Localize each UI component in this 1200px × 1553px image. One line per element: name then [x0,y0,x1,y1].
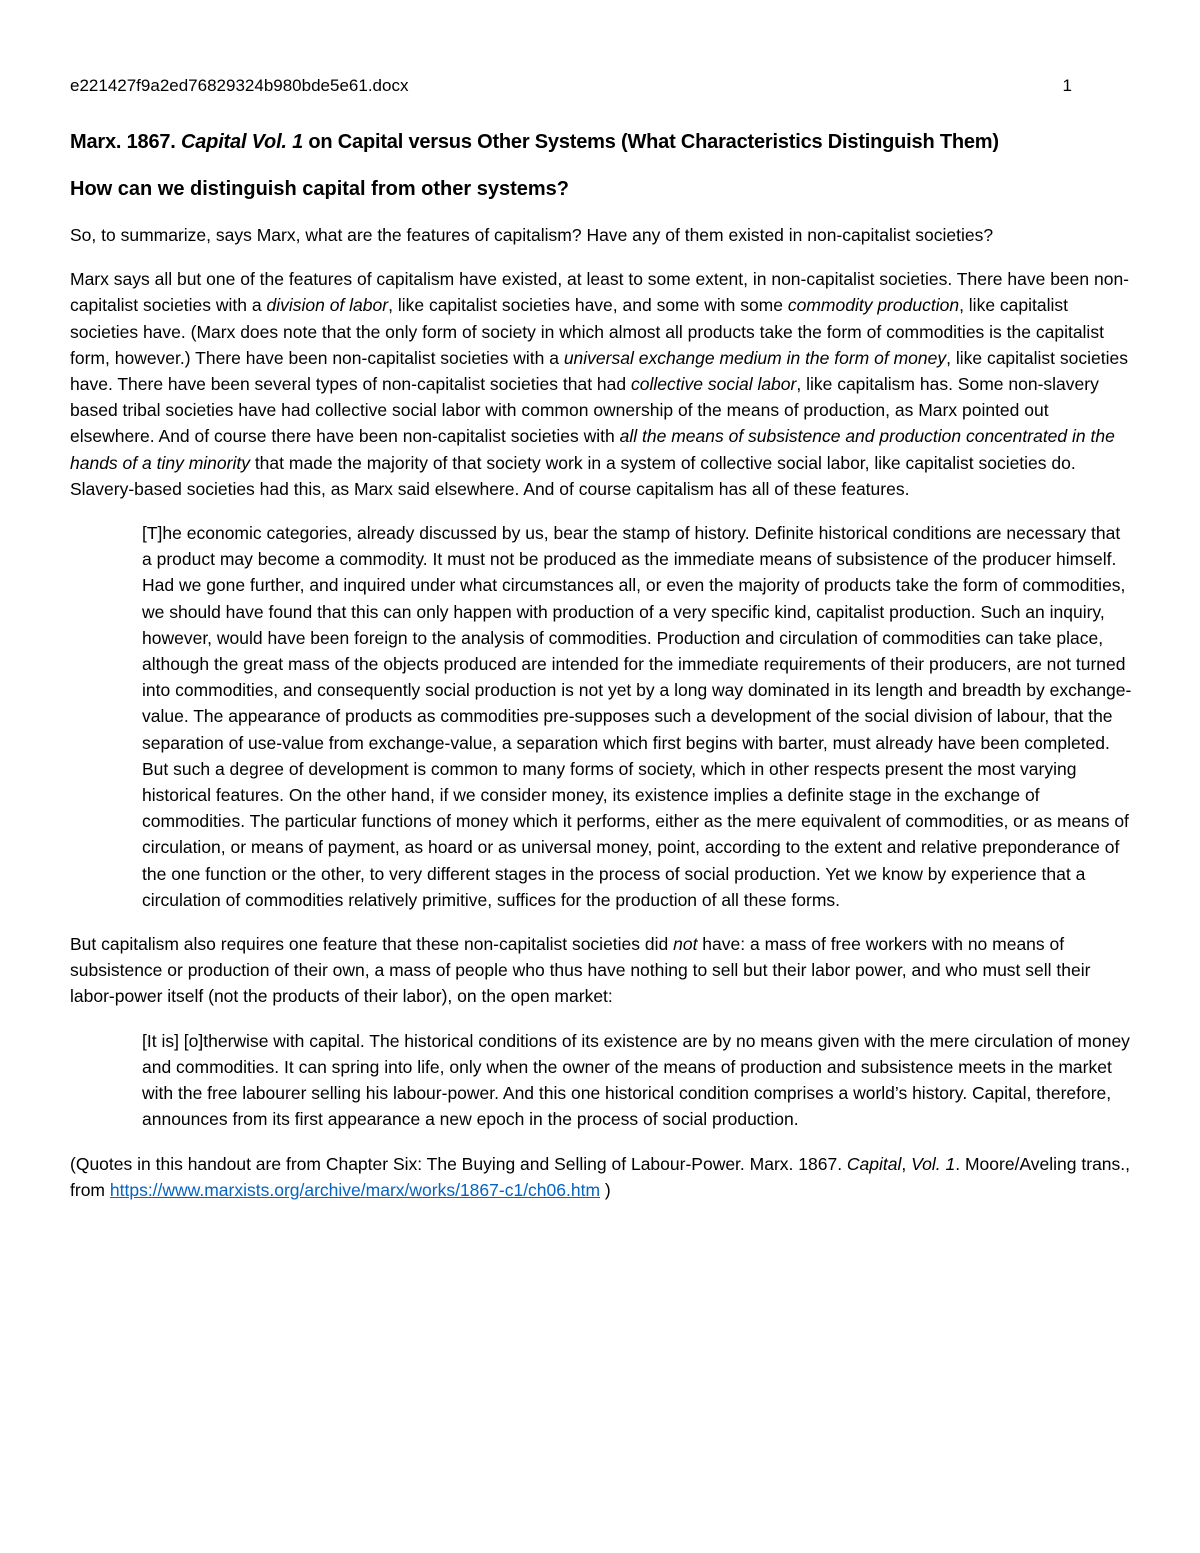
page-header [70,76,1072,96]
block-quote-2: [It is] [o]therwise with capital. The historical conditions of its existence are by no means given with the mere circulation of money and commodities. It can spring into life, only when the owner of the means of production and subsistence meets in the market with the free labourer selling his labour-power. And this one historical condition comprises a world’s history. Capital, therefore, announces from its first appearance a new epoch in the process of social production. [142,1030,1130,1130]
citation-paragraph [70,1151,1132,1203]
citation-emphasis-2: Vol. 1 [911,1153,956,1174]
features-paragraph [70,266,1132,502]
page-number: 1 [1062,76,1072,95]
para3-text-2: have: a mass of free workers with no means of subsistence or production of their own, a mass of people who thus have nothing to sell but their labor power, and who must sell their labor-power itself (not the products of their labor), on the open market: [70,934,1091,1007]
para2-emphasis-3: universal exchange medium in the form of money [563,347,947,368]
citation-text-3: . Moore/Aveling trans., from [70,1153,1131,1200]
citation-text-2: , [901,1153,912,1174]
source-link[interactable]: https://www.marxists.org/archive/marx/works/1867-c1/ch06.htm [109,1179,601,1200]
citation-text-4: ) [600,1179,611,1200]
header-filename: e221427f9a2ed76829324b980bde5e61.docx [70,76,409,95]
citation-emphasis-1: Capital [846,1153,902,1174]
para3-text-1: But capitalism also requires one feature that these non-capitalist societies did [70,934,674,955]
document-title [70,128,1132,156]
para3-emphasis-1: not [673,934,698,955]
citation-text-1: (Quotes in this handout are from Chapter Six: The Buying and Selling of Labour-Power. Marx. 1867. [70,1153,847,1174]
document-body [70,128,1132,1221]
para2-text-6: that made the majority of that society work in a system of collective social labor, like capitalist societies do. Slavery-based societies had this, as Marx said elsewhere. And of course capitalism has all of these features. [70,452,1076,499]
para2-emphasis-2: commodity production [787,295,960,316]
para2-text-5: , like capitalism has. Some non-slavery based tribal societies have had collective social labor with common ownership of the means of production, as Marx pointed out elsewhere. And of course there have been non-capitalist societies with [70,374,1099,447]
para2-text-1: Marx says all but one of the features of capitalism have existed, at least to some extent, in non-capitalist societies. There have been non-capitalist societies with a [70,269,1130,316]
title-prefix: Marx. 1867. [70,131,182,153]
intro-paragraph: So, to summarize, says Marx, what are the features of capitalism? Have any of them existed in non-capitalist societies? [70,225,994,245]
document-subtitle: How can we distinguish capital from other systems? [70,178,569,200]
para2-emphasis-5: all the means of subsistence and production concentrated in the hands of a tiny minority [70,426,1115,473]
para2-emphasis-1: division of labor [266,295,389,316]
para2-text-2: , like capitalist societies have, and some with some [388,295,788,316]
title-italic: Capital Vol. 1 [181,131,304,153]
para2-text-4: , like capitalist societies have. There have been several types of non-capitalist societies that had [70,347,1128,395]
block-quote-1: [T]he economic categories, already discussed by us, bear the stamp of history. Definite historical conditions are necessary that a product may become a commodity. It must not be produced as the immediate means of subsistence of the producer himself. Had we gone further, and inquired under what circumstances all, or even the majority of products take the form of commodities, we should have found that this can only happen with production of a very specific kind, capitalist production. Such an inquiry, however, would have been foreign to the analysis of commodities. Production and circulation of commodities can take place, although the great mass of the objects produced are intended for the immediate requirements of their producers, are not turned into commodities, and consequently social production is not yet by a long way dominated in its length and breadth by exchange-value. The appearance of products as commodities pre-supposes such a development of the social division of labour, that the separation of use-value from exchange-value, a separation which first begins with barter, must already have been completed. But such a degree of development is common to many forms of society, which in other respects present the most varying historical features. On the other hand, if we consider money, its existence implies a definite stage in the exchange of commodities. The particular functions of money which it performs, either as the mere equivalent of commodities, or as means of circulation, or means of payment, as hoard or as universal money, point, according to the extent and relative preponderance of the one function or the other, to very different stages in the process of social production. Yet we know by experience that a circulation of commodities relatively primitive, suffices for the production of all these forms. [142,523,1132,910]
para2-emphasis-4: collective social labor [631,374,797,395]
para2-text-3: , like capitalist societies have. (Marx does note that the only form of society in which almost all products take the form of commodities is the capitalist form, however.) There have been non-capitalist societies with a [70,295,1104,368]
title-suffix: on Capital versus Other Systems (What Characteristics Distinguish Them) [303,131,999,153]
capitalism-requirement-paragraph [70,931,1132,1010]
